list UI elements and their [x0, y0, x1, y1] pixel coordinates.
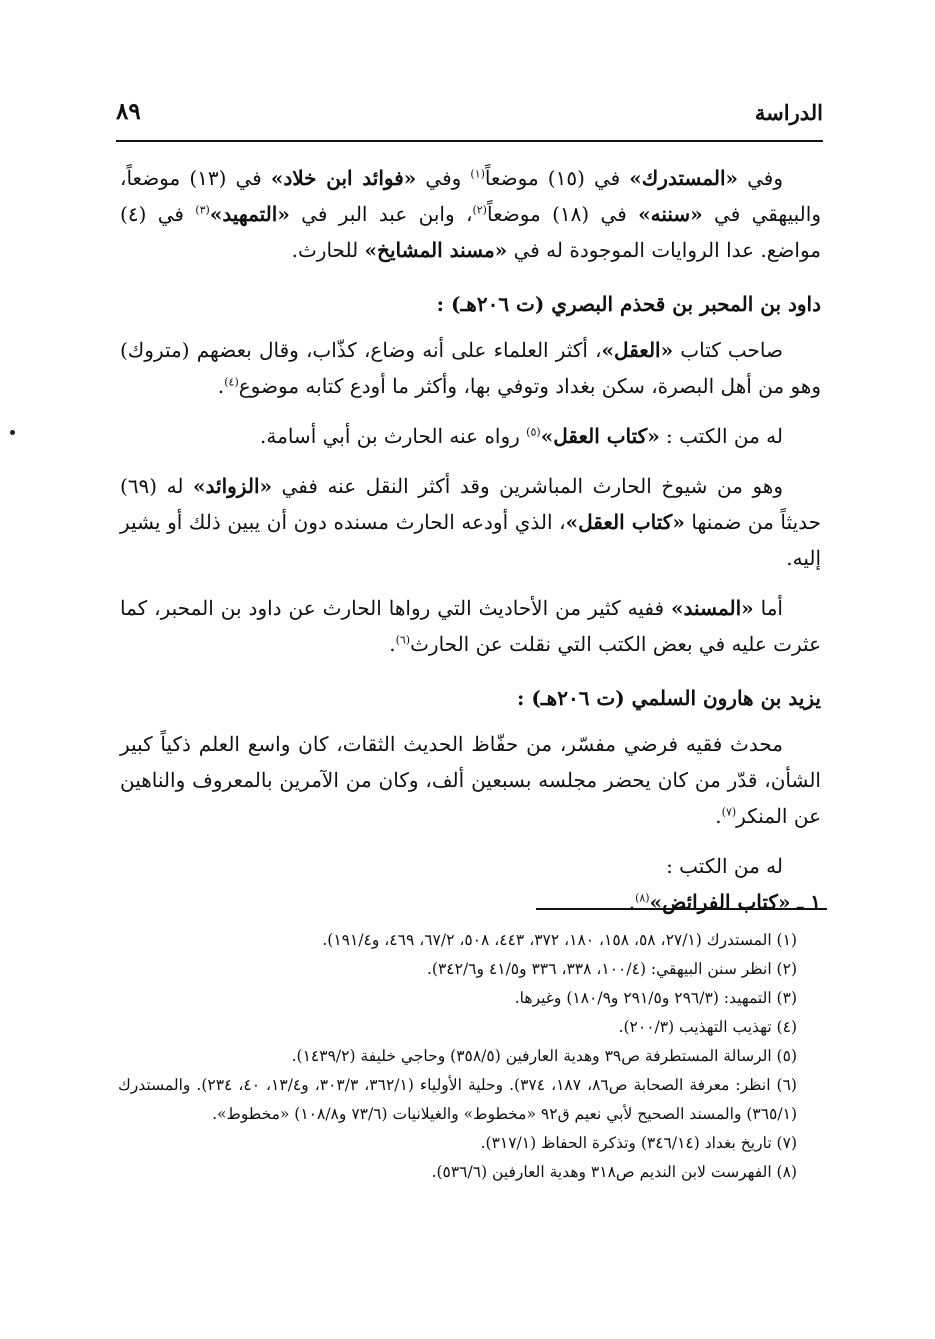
- text-run: ، وابن عبد البر في: [289, 202, 473, 226]
- book-title: «سننه»: [638, 202, 703, 226]
- text-run: ، أكثر العلماء على أنه وضاع، كذّاب، وقال بعضهم (متروك) وهو من أهل البصرة، سكن بغداد وتوفي بها، وأكثر ما أودع كتابه موضوع: [120, 338, 821, 398]
- paragraph-4: [120, 468, 821, 576]
- running-header: [116, 96, 823, 132]
- paragraph-1: [120, 160, 821, 268]
- text-run: ، الذي أودعه الحارث مسنده دون أن يبين ذلك أو يشير إليه.: [120, 510, 821, 570]
- book-title: «المستدرك»: [629, 166, 739, 190]
- text-run: أما: [753, 596, 783, 620]
- text-run: للحارث.: [291, 238, 365, 262]
- footnote-divider: [536, 908, 827, 910]
- book-title: «مسند المشايخ»: [364, 238, 508, 262]
- text-run: وفي: [416, 166, 471, 190]
- footnote-ref: (٦): [395, 633, 411, 647]
- footnote-4: (٤) تهذيب التهذيب (٢٠٠/٣).: [618, 1018, 797, 1036]
- paragraph-5: [120, 590, 821, 662]
- text-run: محدث فقيه فرضي مفسّر، من حفّاظ الحديث الثقات، كان واسع العلم ذكياً كبير الشأن، قدّر من كان يحضر مجلسه بسبعين ألف، وكان من الآمرين بالمعروف والناهين عن المنكر: [120, 732, 821, 828]
- text-run: في (١٨) موضعاً: [486, 202, 639, 226]
- footnote-3: (٣) التمهيد: (٢٩٦/٣ و٢٩١/٥ و١٨٠/٩) وغيرها.: [514, 989, 797, 1007]
- footnote-ref: (٧): [721, 805, 737, 819]
- paragraph-7: له من الكتب :: [666, 854, 783, 878]
- footnote-ref: (٨): [635, 891, 650, 905]
- paragraph-2: [120, 332, 821, 404]
- text-run: .: [628, 890, 636, 914]
- text-run: .: [217, 374, 225, 398]
- list-item: [120, 884, 821, 920]
- section-heading-dawud: داود بن المحبر بن قحذم البصري (ت ٢٠٦هـ) :: [436, 292, 821, 316]
- page-number: ٨٩: [116, 98, 141, 125]
- text-run: .: [389, 632, 396, 656]
- book-title: «كتاب العقل»: [540, 424, 660, 448]
- text-run: صاحب كتاب: [673, 338, 783, 362]
- text-run: وهو من شيوخ الحارث المباشرين وقد أكثر النقل عنه ففي: [272, 474, 783, 498]
- footnote-ref: (٤): [224, 375, 239, 389]
- text-run: رواه عنه الحارث بن أبي أسامة.: [260, 424, 527, 448]
- footnote-ref: (٣): [195, 203, 210, 217]
- book-title: «فوائد ابن خلاد»: [270, 166, 417, 190]
- footnotes: [118, 926, 797, 1187]
- text-run: له (٦٩) حديثاً من ضمنها: [120, 474, 821, 534]
- text-run: ففيه كثير من الأحاديث التي رواها الحارث عن داود بن المحبر، كما عثرت عليه في بعض الكتب التي نقلت عن الحارث: [120, 596, 821, 656]
- text-run: وفي: [738, 166, 784, 190]
- list-number: ١ ـ: [790, 890, 821, 914]
- book-title: «التمهيد»: [209, 202, 290, 226]
- book-title: «كتاب العقل»: [565, 510, 685, 534]
- text-run: في (٤) مواضع. عدا الروايات الموجودة له في: [120, 202, 821, 262]
- header-divider: [116, 140, 823, 142]
- scan-speck: [10, 430, 15, 435]
- book-title: «المسند»: [671, 596, 754, 620]
- paragraph-3: [120, 418, 821, 454]
- footnote-ref: (٥): [526, 425, 541, 439]
- footnote-1: (١) المستدرك (٢٧/١، ٥٨، ١٥٨، ١٨٠، ٣٧٢، ٤٤٣، ٥٠٨، ٦٧/٢، ٤٦٩، و١٩١/٤).: [322, 931, 797, 949]
- text-run: له من الكتب :: [659, 424, 783, 448]
- section-heading-yazid: يزيد بن هارون السلمي (ت ٢٠٦هـ) :: [516, 686, 821, 710]
- paragraph-6: [120, 726, 821, 834]
- book-title: «الزوائد»: [193, 474, 272, 498]
- main-text: [120, 160, 821, 920]
- text-run: في (١٣) موضعاً، والبيهقي في: [120, 166, 821, 226]
- footnote-ref: (٢): [472, 203, 487, 217]
- footnote-ref: (١): [470, 167, 485, 181]
- footnote-8: (٨) الفهرست لابن النديم ص٣١٨ وهدية العارفين (٥٣٦/٦).: [431, 1163, 797, 1181]
- footnote-7: (٧) تاريخ بغداد (٣٤٦/١٤) وتذكرة الحفاظ (٣١٧/١).: [480, 1134, 797, 1152]
- footnote-2: (٢) انظر سنن البيهقي: (١٠٠/٤، ٣٣٨، ٣٣٦ و٤١/٥ و٣٤٢/٦).: [427, 960, 797, 978]
- running-title: الدراسة: [754, 100, 823, 125]
- book-title: «كتاب الفرائض»: [649, 890, 791, 914]
- footnote-6: (٦) انظر: معرفة الصحابة ص٨٦، ١٨٧، ٣٧٤). وحلية الأولياء (٣٦٢/١، ٣٠٣/٣، و١٣/٤، ٤٠، ٢٣٤). والمستدرك (٣٦٥/١) والمسند الصحيح لأبي نعيم ق٩٢ «مخطوط» والغيلانيات (٧٣/٦ و١٠٨/٨) «مخطوط».: [118, 1076, 797, 1123]
- footnote-5: (٥) الرسالة المستطرفة ص٣٩ وهدية العارفين (٣٥٨/٥) وحاجي خليفة (١٤٣٩/٢).: [291, 1047, 797, 1065]
- text-run: في (١٥) موضعاً: [484, 166, 630, 190]
- book-title: «العقل»: [601, 338, 674, 362]
- text-run: .: [715, 804, 722, 828]
